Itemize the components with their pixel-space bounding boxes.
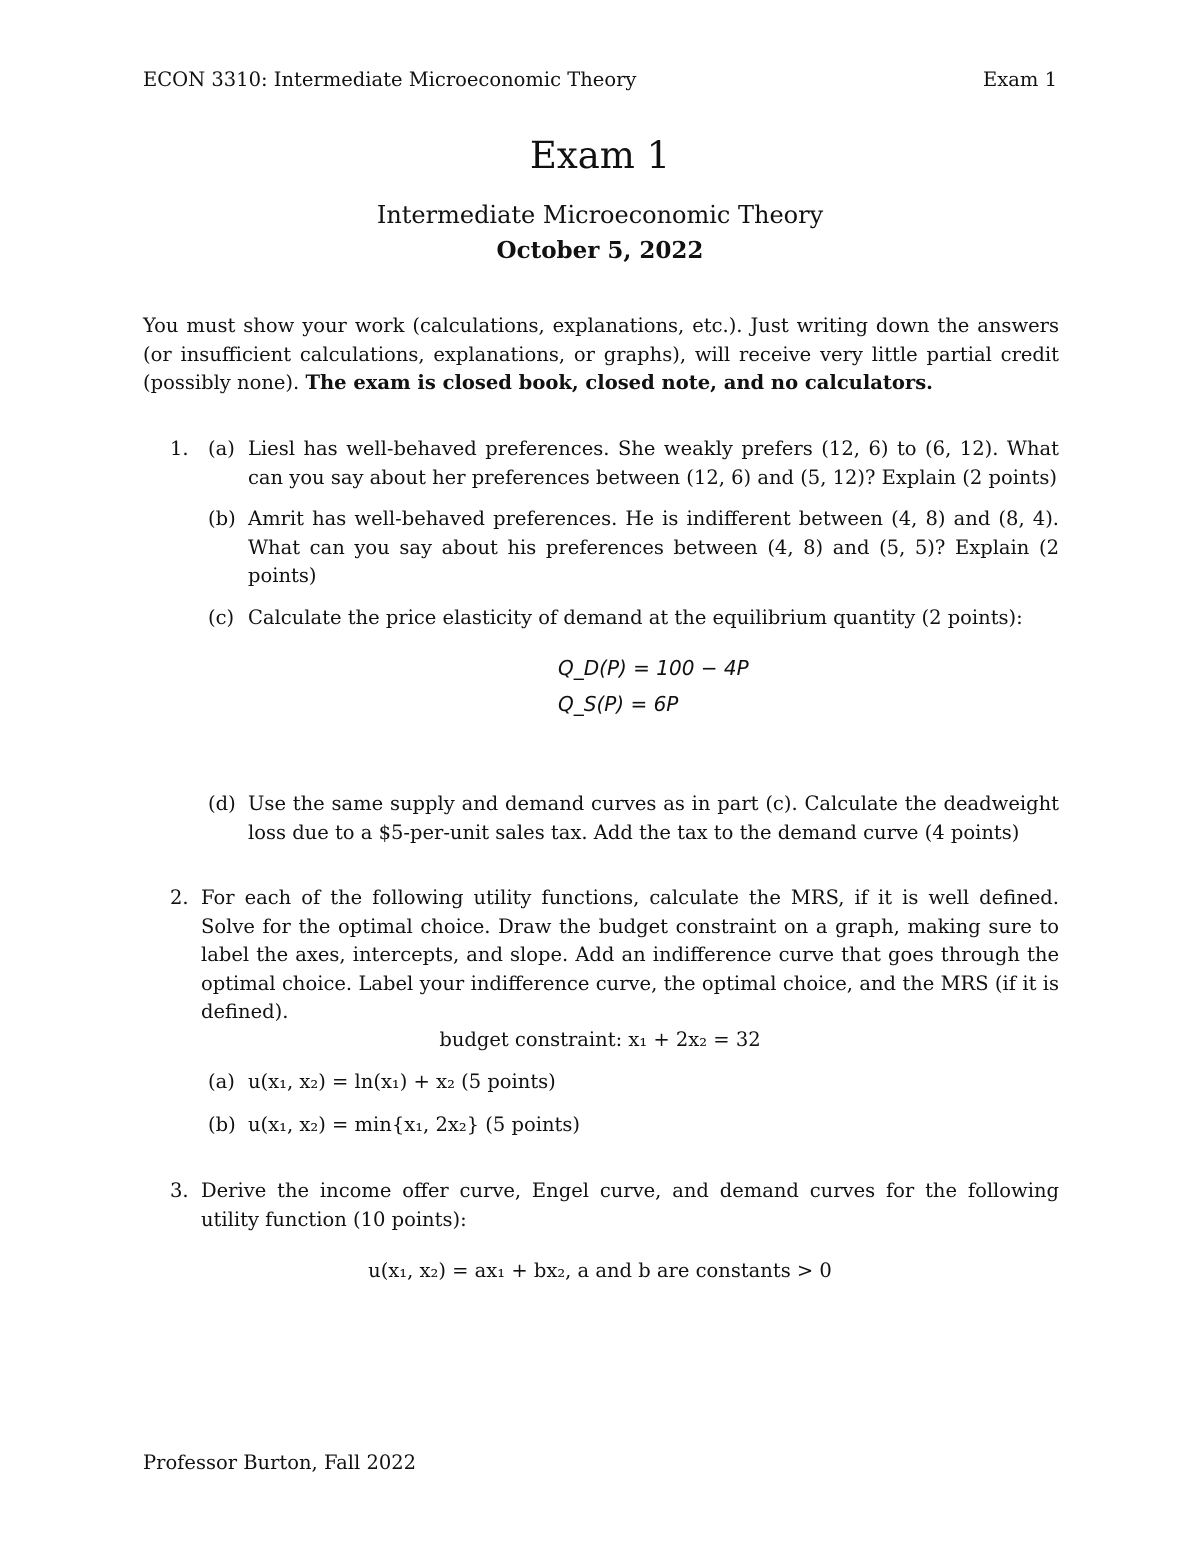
page-subtitle: Intermediate Microeconomic Theory	[376, 201, 824, 229]
instructions-bold: The exam is closed book, closed note, and no calculators.	[305, 371, 933, 394]
question-1a-label: (a)	[208, 437, 235, 460]
utility-equation: u(x₁, x₂) = ax₁ + bx₂, a and b are constants > 0	[368, 1259, 832, 1282]
budget-constraint: budget constraint: x₁ + 2x₂ = 32	[439, 1028, 761, 1051]
instructions	[143, 312, 1059, 398]
question-1a-text: Liesl has well-behaved preferences. She weakly prefers (12, 6) to (6, 12). What can you say about her preferences between (12, 6) and (5, 12)? Explain (2 points)	[248, 437, 1059, 489]
question-2b-text: u(x₁, x₂) = min{x₁, 2x₂} (5 points)	[248, 1113, 580, 1136]
exam-date: October 5, 2022	[496, 237, 704, 264]
question-1c-text: Calculate the price elasticity of demand at the equilibrium quantity (2 points):	[248, 606, 1023, 629]
question-2a-label: (a)	[208, 1070, 235, 1093]
question-2a-text: u(x₁, x₂) = ln(x₁) + x₂ (5 points)	[248, 1070, 556, 1093]
question-1c-label: (c)	[208, 606, 235, 629]
footer-author: Professor Burton, Fall 2022	[143, 1451, 417, 1474]
running-header	[143, 68, 1057, 91]
question-1-number: 1.	[170, 437, 189, 460]
question-1b-label: (b)	[208, 507, 236, 530]
question-1d-label: (d)	[208, 792, 236, 815]
question-3-number: 3.	[170, 1179, 189, 1202]
instructions-text: You must show your work (calculations, explanations, etc.). Just writing down the answers (or insufficient calculations, explanations, or graphs), will receive very little partial credit (possibly none).	[143, 314, 1059, 394]
question-2-number: 2.	[170, 886, 189, 909]
demand-equation: Q_D(P) = 100 − 4P	[558, 656, 749, 680]
course-name: ECON 3310: Intermediate Microeconomic Theory	[143, 68, 637, 91]
question-2-text: For each of the following utility functions, calculate the MRS, if it is well defined. Solve for the optimal choice. Draw the budget constraint on a graph, making sure to label the axes, intercepts, and slope. Add an indifference curve that goes through the optimal choice. Label your indifference curve, the optimal choice, and the MRS (if it is defined).	[201, 886, 1059, 1023]
supply-equation: Q_S(P) = 6P	[558, 692, 679, 716]
question-1b-text: Amrit has well-behaved preferences. He is indifferent between (4, 8) and (8, 4). What can you say about his preferences between (4, 8) and (5, 5)? Explain (2 points)	[248, 507, 1059, 587]
page-title: Exam 1	[529, 134, 671, 177]
exam-label: Exam 1	[983, 68, 1057, 91]
question-1d-text: Use the same supply and demand curves as in part (c). Calculate the deadweight loss due to a $5-per-unit sales tax. Add the tax to the demand curve (4 points)	[248, 792, 1059, 844]
question-2b-label: (b)	[208, 1113, 236, 1136]
question-3-text: Derive the income offer curve, Engel curve, and demand curves for the following utility function (10 points):	[201, 1179, 1059, 1231]
